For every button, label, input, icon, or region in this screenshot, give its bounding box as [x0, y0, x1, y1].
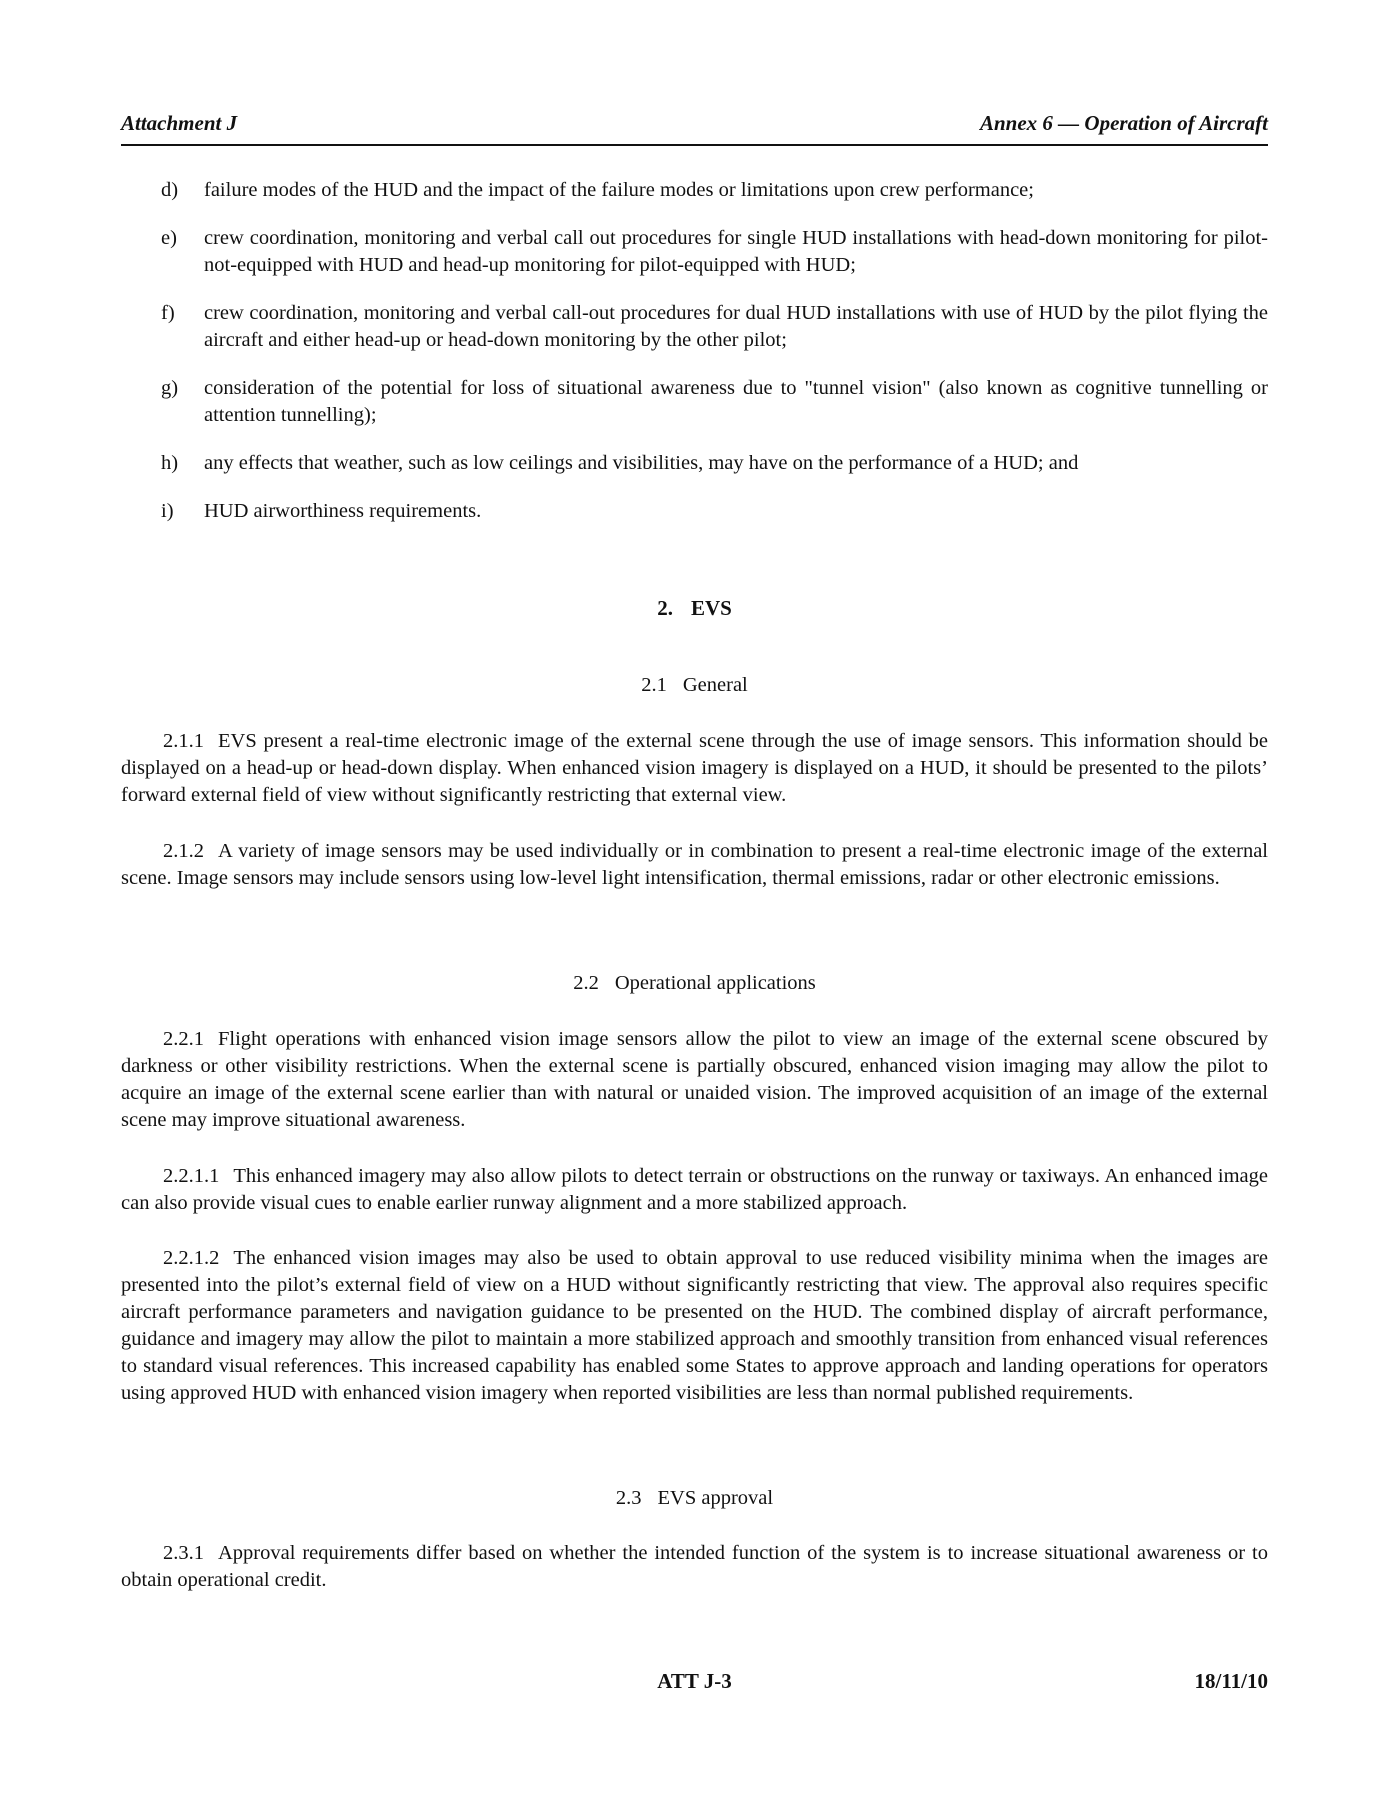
paragraph-2-1-2 — [121, 838, 1268, 892]
list-item — [121, 300, 1268, 354]
paragraph-text: The enhanced vision images may also be used to obtain approval to use reduced visibility minima when the images are presented into the pilot’s external field of view on a HUD without significantly restricting that view. The approval also requires specific aircraft performance parameters and navigation guidance to be presented on the HUD. The combined display of aircraft performance, guidance and imagery may allow the pilot to maintain a more stabilized approach and smoothly transition from enhanced visual references to standard visual references. This increased capability has enabled some States to approve approach and landing operations for operators using approved HUD with enhanced vision imagery when reported visibilities are less than normal published requirements. — [121, 1247, 1268, 1404]
paragraph-2-3-1 — [121, 1540, 1268, 1594]
subheading-number: 2.3 — [615, 1487, 642, 1509]
footer-page-number: ATT J-3 — [657, 1669, 732, 1693]
paragraph-number: 2.1.2 — [163, 840, 204, 862]
list-item — [121, 177, 1268, 204]
training-topics-list — [121, 177, 1268, 546]
paragraph-number: 2.2.1.2 — [163, 1247, 220, 1269]
list-item-text: failure modes of the HUD and the impact of the failure modes or limitations upon crew performance; — [204, 179, 1034, 201]
list-item — [121, 450, 1268, 477]
list-marker: d) — [161, 179, 179, 201]
paragraph-number: 2.2.1.1 — [163, 1165, 220, 1187]
list-item-text: crew coordination, monitoring and verbal call-out procedures for dual HUD installations with use of HUD by the pilot flying the aircraft and either head-up or head-down monitoring by the other pilot; — [204, 302, 1268, 351]
paragraph-number: 2.1.1 — [163, 730, 204, 752]
paragraph-2-2-1-2 — [121, 1245, 1268, 1407]
page-header — [121, 110, 1268, 146]
list-item-text: HUD airworthiness requirements. — [204, 500, 482, 522]
subheading-number: 2.2 — [573, 972, 599, 994]
subheading-title: EVS approval — [657, 1487, 774, 1509]
header-left-title: Attachment J — [121, 111, 238, 135]
paragraph-text: Flight operations with enhanced vision image sensors allow the pilot to view an image of the external scene obscured by darkness or other visibility restrictions. When the external scene is partially obscured, enhanced vision imaging may allow the pilot to acquire an image of the external scene earlier than with natural or unaided vision. The improved acquisition of an image of the external scene may improve situational awareness. — [121, 1028, 1268, 1131]
list-item-text: consideration of the potential for loss of situational awareness due to "tunnel vision" (also known as cognitive tunnelling or attention tunnelling); — [204, 377, 1268, 426]
list-marker: f) — [161, 302, 175, 324]
footer-date: 18/11/10 — [1194, 1669, 1268, 1693]
list-marker: g) — [161, 377, 179, 399]
list-item — [121, 225, 1268, 279]
paragraph-text: This enhanced imagery may also allow pilots to detect terrain or obstructions on the runway or taxiways. An enhanced image can also provide visual cues to enable earlier runway alignment and a more stabilized approach. — [121, 1165, 1268, 1214]
paragraph-text: EVS present a real-time electronic image of the external scene through the use of image sensors. This information should be displayed on a head-up or head-down display. When enhanced vision imagery is displayed on a HUD, it should be presented to the pilots’ forward external field of view without significantly restricting that external view. — [121, 730, 1268, 806]
subheading-general — [121, 672, 1268, 699]
list-item — [121, 498, 1268, 525]
subheading-title: Operational applications — [614, 972, 816, 994]
paragraph-number: 2.2.1 — [163, 1028, 204, 1050]
paragraph-text: A variety of image sensors may be used individually or in combination to present a real-time electronic image of the external scene. Image sensors may include sensors using low-level light intensification, thermal emissions, radar or other electronic emissions. — [121, 840, 1268, 889]
paragraph-2-2-1 — [121, 1026, 1268, 1134]
paragraph-number: 2.3.1 — [163, 1542, 204, 1564]
section-number: 2. — [657, 596, 673, 620]
section-title: EVS — [690, 596, 732, 620]
document-page — [121, 0, 1268, 1800]
list-marker: e) — [161, 227, 177, 249]
section-heading-evs — [121, 595, 1268, 622]
paragraph-text: Approval requirements differ based on whether the intended function of the system is to increase situational awareness or to obtain operational credit. — [121, 1542, 1268, 1591]
subheading-number: 2.1 — [641, 674, 667, 696]
subheading-title: General — [682, 674, 748, 696]
header-right-title: Annex 6 — Operation of Aircraft — [980, 111, 1268, 135]
subheading-evs-approval — [121, 1485, 1268, 1512]
paragraph-2-1-1 — [121, 728, 1268, 809]
subheading-operational-applications — [121, 970, 1268, 997]
paragraph-2-2-1-1 — [121, 1163, 1268, 1217]
list-item — [121, 375, 1268, 429]
list-item-text: any effects that weather, such as low ceilings and visibilities, may have on the performance of a HUD; and — [204, 452, 1079, 474]
list-marker: h) — [161, 452, 179, 474]
list-marker: i) — [161, 500, 174, 522]
list-item-text: crew coordination, monitoring and verbal call out procedures for single HUD installations with head-down monitoring for pilot-not-equipped with HUD and head-up monitoring for pilot-equipped with HUD; — [204, 227, 1268, 276]
